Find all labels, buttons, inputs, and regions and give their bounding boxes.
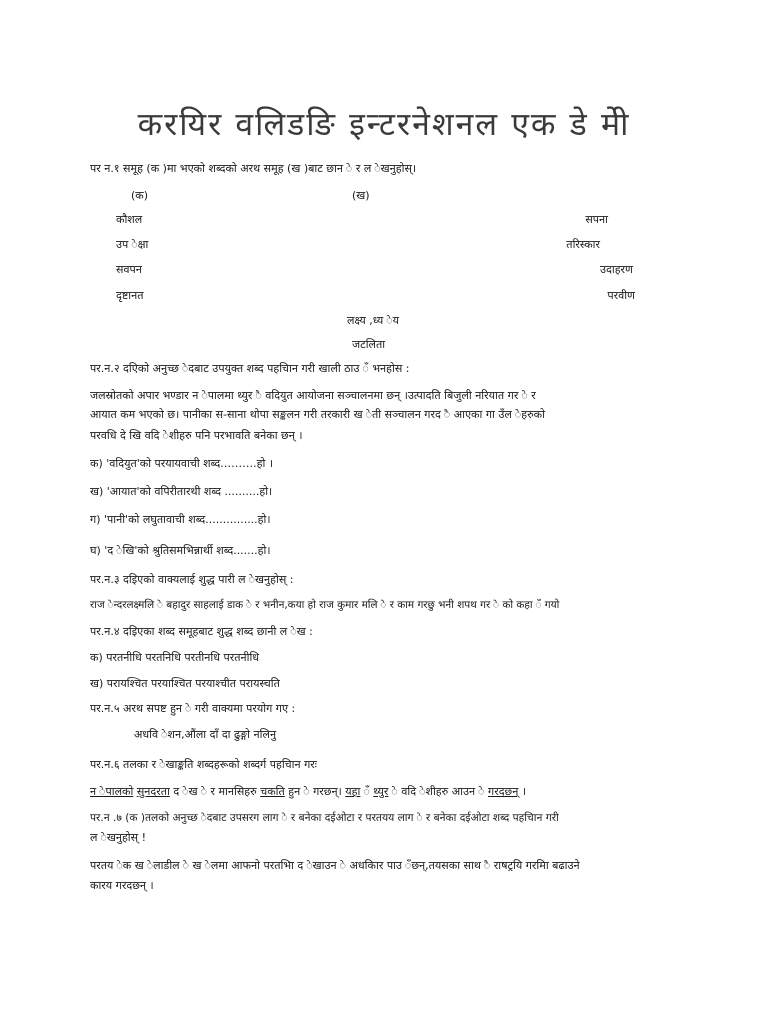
q6-text: े वदि ेशीहरु आउन े <box>388 785 488 798</box>
q7-passage-line-2: कारय गरदछन् । <box>90 879 154 892</box>
q6-underlined-word: यहा <box>345 785 361 798</box>
q6-sentence <box>90 784 526 799</box>
q6-text: हुन े गरछन्। <box>284 785 346 798</box>
q7-instruction-line-2: ल ेखनुहोस् ! <box>90 831 146 844</box>
q2-item-3: ग) 'पानी'को लघुतावाची शब्द...............हो। <box>90 513 271 526</box>
q6-text: द ेख े र मानसिहरु <box>169 785 261 798</box>
q4-instruction: पर.न.४ दइिएका शब्द समूहबाट शुद्ध शब्द छानी ल ेख : <box>90 625 313 638</box>
q1-word-b-1: सपना <box>585 213 608 226</box>
q1-word-b-2: तरिस्कार <box>566 238 600 251</box>
q6-text: ँ <box>360 785 374 798</box>
q6-text: । <box>518 785 527 798</box>
q1-col-b-heading: (ख) <box>352 189 370 202</box>
q4-options-b: ख) परायश्चित परयाश्चित परयाश्चीत परायस्चति <box>90 677 280 690</box>
q1-word-a-3: सवपन <box>116 263 142 276</box>
q2-passage-line-2: आयात कम भएको छ। पानीका स-साना थोपा सङ्कलन गरी तरकारी ख ेती सञ्चालन गरद ै आएका गा उँल ेहरुको <box>90 408 545 421</box>
q7-passage-line-1: परतय ेक ख ेलाडील े ख ेलमा आफनो परतभिा द ेखाउन े अधकिार पाउ ँछन्,तयसका साथ ै राषट्रयि गरमिा बढाउने <box>90 859 580 872</box>
q2-item-4: घ) 'द ेखि'को श्रुतिसमभिन्नार्थी शब्द.......हो। <box>90 544 271 557</box>
q1-word-b-3: उदाहरण <box>599 263 633 276</box>
q1-word-b-4: परवीण <box>607 289 635 302</box>
q5-instruction: पर.न.५ अरथ सपष्ट हुन े गरी वाक्यमा परयोग गए : <box>90 702 296 715</box>
q6-underlined-word: थ्युर <box>373 785 389 798</box>
q1-instruction: पर न.१ समूह (क )मा भएको शब्दको अरथ समूह (ख )बाट छान े र ल ेखनुहोस्। <box>90 162 417 175</box>
q1-word-a-1: कौशल <box>116 213 143 226</box>
q1-col-a-heading: (क) <box>131 189 149 202</box>
q1-word-a-4: दृष्टानत <box>116 289 144 302</box>
q1-word-b-5: लक्ष्य ,ध्य ेय <box>347 314 400 327</box>
q6-underlined-word: सुनदरता <box>136 785 170 798</box>
q2-item-1: क) 'वदियुत'को परयायवाची शब्द……….हो । <box>90 457 274 470</box>
q4-options-a: क) परतनीधि परतनिधि परतीनधि परतनीधि <box>90 651 260 664</box>
q6-underlined-word: गरदछन् <box>488 785 519 798</box>
q2-item-2: ख) 'आयात'को वपिरीतारथी शब्द ..........हो। <box>90 485 273 498</box>
q2-passage-line-3: परवधि दे खि वदि ेशीहरु पनि परभावति बनेका छन् । <box>90 429 303 442</box>
q7-instruction-line-1: पर.न .७ (क )तलको अनुच्छ ेदबाट उपसरग लाग े र बनेका दईओटा र परतयय लाग े र बनेका दईओटा शब्द पहचिान गरी <box>90 812 559 824</box>
q6-instruction: पर.न.६ तलका र ेखाङ्कति शब्दहरूको शब्दर्ग पहचिान गरः <box>90 758 318 771</box>
q6-underlined-word: न ेपालको <box>90 785 134 798</box>
q1-word-b-6: जटलिता <box>352 338 386 351</box>
q3-instruction: पर.न.३ दइिएको वाक्यलाई शुद्ध पारी ल ेखनुहोस् : <box>90 573 294 586</box>
q3-sentence: राज ेन्दरलक्ष्मलि े बहादुर साहलाई डाक े र भनीन,कया हो राज कुमार मलि े र काम गरछु भनी शपथ गर े को कहा ँ गयो <box>90 599 560 611</box>
q1-word-a-2: उप ेक्षा <box>116 238 149 251</box>
q5-words: अधवि ेशन,औंला दाँ दा ढुङ्गो नलिनु <box>134 728 277 741</box>
q6-underlined-word: चकति <box>260 785 285 798</box>
q2-passage-line-1: जलस्रोतको अपार भण्डार न ेपालमा थ्युर ै वदियुत आयोजना सञ्चालनमा छन् ।उत्पादति बिजुली नरियात गर े र <box>90 389 536 402</box>
q2-instruction: पर.न.२ दएिको अनुच्छ ेदबाट उपयुक्त शब्द पहचिान गरी खाली ठाउ ँ भनहोस : <box>90 362 410 375</box>
page-title: करयिर वलिडङि इन्टरनेशनल एक डे मेी <box>137 105 631 143</box>
